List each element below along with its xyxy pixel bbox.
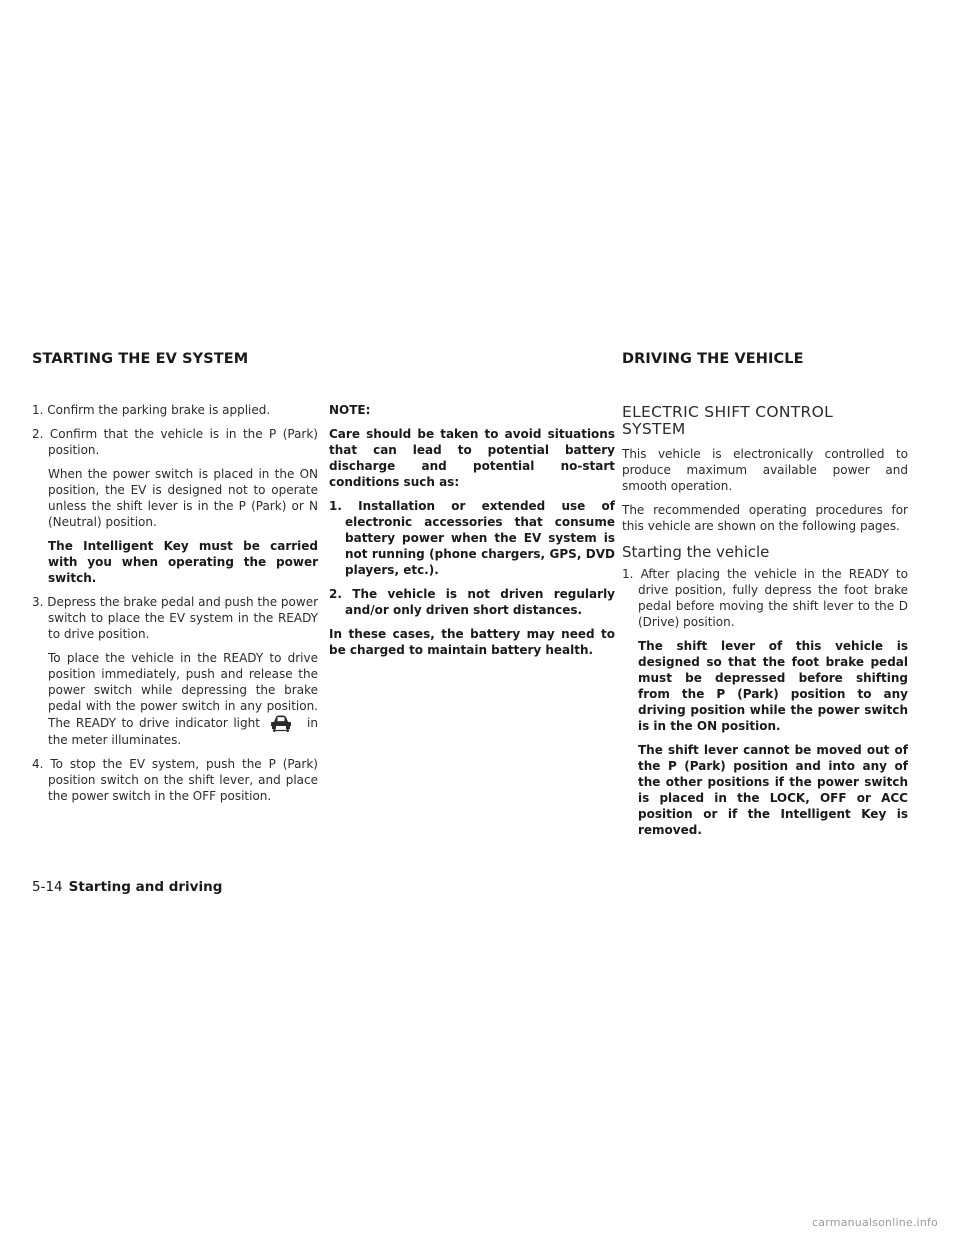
note-item-1: 1. Installation or extended use of electronic accessories that consume battery power when the EV system is not running (phone chargers, GPS, DVD players, etc.). [329, 499, 615, 577]
note-item-2: 2. The vehicle is not driven regularly and/or only driven short distances. [329, 587, 615, 617]
note-label: NOTE: [329, 403, 371, 417]
step-3-detail [32, 650, 318, 748]
step-3-detail-text: To place the vehicle in the READY to drive position immediately, push and release the power switch while depressing the brake pedal with the power switch in any position. The READY to drive indicator light [48, 651, 318, 730]
step-4: 4. To stop the EV system, push the P (Park) position switch on the shift lever, and place the power switch in the OFF position. [32, 757, 318, 803]
page-number: 5-14 [32, 879, 63, 895]
right-warning-1: The shift lever of this vehicle is designed so that the foot brake pedal must be depressed before shifting from the P (Park) position to any driving position while the power switch is in the ON position. [638, 639, 908, 733]
right-para-1: This vehicle is electronically controlled to produce maximum available power and smooth operation. [622, 447, 908, 493]
ready-to-drive-car-icon [267, 714, 295, 732]
right-step-1: 1. After placing the vehicle in the READY to drive position, fully depress the foot brake pedal before moving the shift lever to the D (Drive) position. [622, 567, 908, 629]
right-warning-2: The shift lever cannot be moved out of the P (Park) position and into any of the other positions if the power switch is placed in the LOCK, OFF or ACC position or if the Intelligent Key is removed. [638, 743, 908, 837]
step-3-detail-text-end: in the meter illuminates. [48, 716, 318, 747]
step-2: 2. Confirm that the vehicle is in the P (Park) position. [32, 427, 318, 457]
step-2-warning: The Intelligent Key must be carried with you when operating the power switch. [48, 539, 318, 585]
chapter-title: Starting and driving [68, 879, 223, 895]
note-outro: In these cases, the battery may need to be charged to maintain battery health. [329, 627, 615, 657]
step-1: 1. Confirm the parking brake is applied. [32, 403, 271, 417]
section-title-driving-vehicle: DRIVING THE VEHICLE [622, 351, 804, 367]
heading-electric-shift-control: ELECTRIC SHIFT CONTROL SYSTEM [622, 403, 833, 438]
note-intro: Care should be taken to avoid situations that can lead to potential battery discharge and potential no-start conditions such as: [329, 427, 615, 489]
middle-column-note [329, 402, 615, 666]
right-column [622, 404, 908, 846]
section-title-starting-ev-system: STARTING THE EV SYSTEM [32, 351, 249, 367]
left-column [32, 402, 318, 812]
step-3: 3. Depress the brake pedal and push the power switch to place the EV system in the READY to drive position. [32, 595, 319, 641]
step-2-detail: When the power switch is placed in the ON position, the EV is designed not to operate unless the shift lever is in the P (Park) or N (Neutral) position. [48, 467, 318, 529]
right-para-2: The recommended operating procedures for this vehicle are shown on the following pages. [622, 503, 908, 533]
watermark: carmanualsonline.info [812, 1216, 938, 1229]
page-footer [32, 879, 222, 895]
subheading-starting-vehicle: Starting the vehicle [622, 543, 770, 561]
